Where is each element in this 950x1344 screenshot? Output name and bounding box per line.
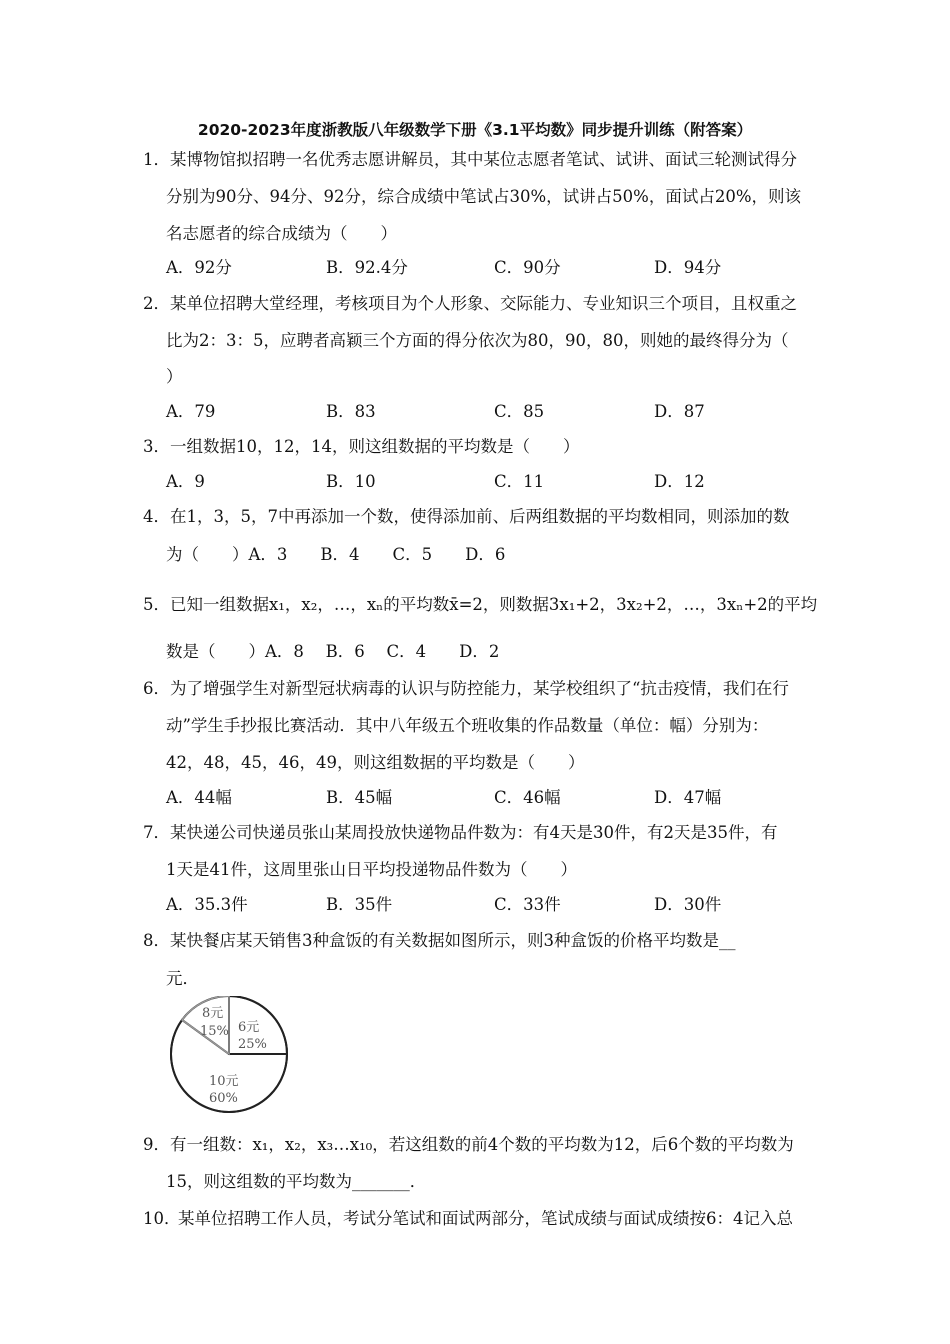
option-a: A．79 — [166, 402, 216, 421]
option-d: D．87 — [654, 402, 705, 421]
slice-label-10: 10元 — [209, 1074, 239, 1089]
question-text: 为（ ）A．3 B．4 C．5 D．6 — [166, 545, 506, 564]
option-a: A．92分 — [166, 258, 232, 277]
question-number: 6． — [143, 679, 170, 698]
question-text: 某快餐店某天销售3种盒饭的有关数据如图所示，则3种盒饭的价格平均数是__ — [170, 931, 736, 950]
question-text: 某博物馆拟招聘一名优秀志愿讲解员，其中某位志愿者笔试、试讲、面试三轮测试得分 — [170, 150, 797, 169]
question-text: 在1，3，5，7中再添加一个数，使得添加前、后两组数据的平均数相同，则添加的数 — [170, 507, 790, 526]
question-number: 9． — [143, 1135, 170, 1154]
question-text: 为了增强学生对新型冠状病毒的认识与防控能力，某学校组织了“抗击疫情，我们在行 — [170, 679, 789, 698]
option-b: B．35件 — [326, 895, 393, 914]
question-text: 分别为90分、94分、92分，综合成绩中笔试占30%，试讲占50%，面试占20%，则该 — [166, 187, 802, 206]
question-text: 已知一组数据x₁，x₂，…，xₙ的平均数x̄=2，则数据3x₁+2，3x₂+2，…，3xₙ+2的平均 — [170, 595, 818, 614]
option-c: C．33件 — [494, 895, 561, 914]
question-number: 1． — [143, 150, 170, 169]
question-text: 动”学生手抄报比赛活动．其中八年级五个班收集的作品数量（单位：幅）分别为： — [166, 716, 769, 735]
slice-percent-8: 15% — [200, 1024, 229, 1039]
question-text: 有一组数：x₁，x₂，x₃…x₁₀，若这组数的前4个数的平均数为12，后6个数的平均数为 — [170, 1135, 794, 1154]
question-text: 名志愿者的综合成绩为（ ） — [166, 224, 397, 243]
option-b: B．10 — [326, 472, 376, 491]
slice-label-8: 8元 — [202, 1006, 224, 1021]
question-text: 1天是41件，这周里张山日平均投递物品件数为（ ） — [166, 860, 577, 879]
option-d: D．12 — [654, 472, 705, 491]
option-c: C．11 — [494, 472, 545, 491]
question-text: 一组数据10，12，14，则这组数据的平均数是（ ） — [170, 437, 580, 456]
option-a: A．44幅 — [166, 788, 232, 807]
option-b: B．83 — [326, 402, 376, 421]
question-number: 10． — [143, 1209, 181, 1228]
option-c: C．85 — [494, 402, 545, 421]
option-c: C．90分 — [494, 258, 561, 277]
question-number: 4． — [143, 507, 170, 526]
slice-label-6: 6元 — [238, 1020, 260, 1035]
option-d: D．47幅 — [654, 788, 722, 807]
question-number: 7． — [143, 823, 170, 842]
option-a: A．9 — [166, 472, 205, 491]
slice-percent-10: 60% — [209, 1091, 238, 1106]
question-number: 5． — [143, 595, 170, 614]
question-text: 15，则这组数的平均数为_______． — [166, 1172, 427, 1191]
pie-chart — [166, 996, 296, 1122]
question-number: 8． — [143, 931, 170, 950]
option-d: D．94分 — [654, 258, 722, 277]
question-text: 元． — [166, 969, 199, 988]
question-number: 3． — [143, 437, 170, 456]
question-text: 数是（ ）A．8 B．6 C．4 D．2 — [166, 642, 500, 661]
question-text: 某单位招聘工作人员，考试分笔试和面试两部分，笔试成绩与面试成绩按6：4记入总 — [178, 1209, 793, 1228]
option-b: B．92.4分 — [326, 258, 408, 277]
page-title: 2020-2023年度浙教版八年级数学下册《3.1平均数》同步提升训练（附答案） — [197, 121, 753, 139]
question-text: 比为2：3：5，应聘者高颖三个方面的得分依次为80，90，80，则她的最终得分为（ — [166, 331, 789, 350]
option-b: B．45幅 — [326, 788, 393, 807]
question-number: 2． — [143, 294, 170, 313]
question-text: 某单位招聘大堂经理，考核项目为个人形象、交际能力、专业知识三个项目，且权重之 — [170, 294, 797, 313]
question-text: 42，48，45，46，49，则这组数据的平均数是（ ） — [166, 753, 585, 772]
slice-percent-6: 25% — [238, 1037, 267, 1052]
question-text: ） — [166, 367, 183, 386]
option-d: D．30件 — [654, 895, 722, 914]
option-a: A．35.3件 — [166, 895, 248, 914]
question-text: 某快递公司快递员张山某周投放快递物品件数为：有4天是30件，有2天是35件，有 — [170, 823, 778, 842]
option-c: C．46幅 — [494, 788, 561, 807]
